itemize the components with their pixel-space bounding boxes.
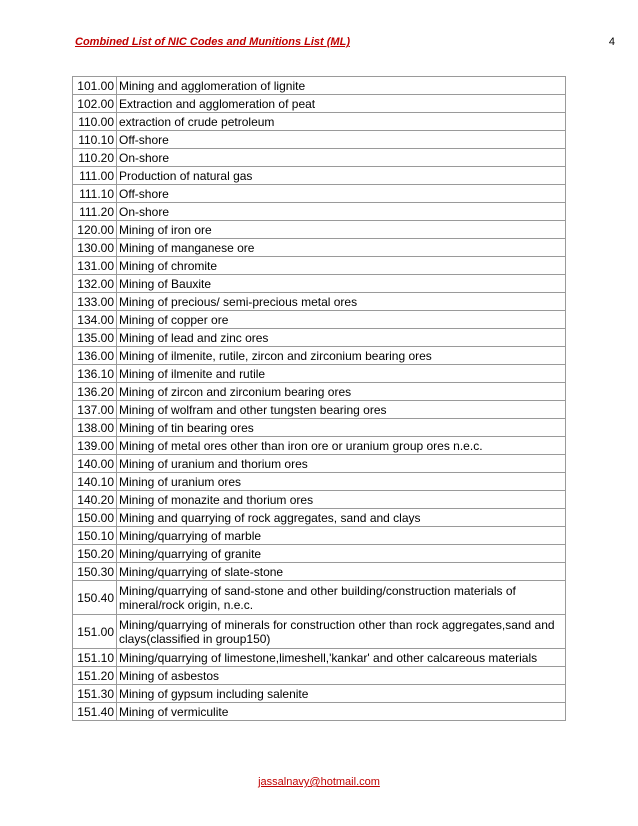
table-row: [73, 527, 566, 545]
table-row: [73, 563, 566, 581]
description-cell: Mining of metal ores other than iron ore or uranium group ores n.e.c.: [117, 437, 566, 455]
footer-email-link[interactable]: jassalnavy@hotmail.com: [258, 776, 380, 788]
description-cell: Mining of iron ore: [117, 221, 566, 239]
description-cell: Off-shore: [117, 131, 566, 149]
table-row: [73, 329, 566, 347]
nic-code-cell: 133.00: [73, 293, 117, 311]
nic-code-cell: 110.10: [73, 131, 117, 149]
table-row: [73, 257, 566, 275]
table-row: [73, 437, 566, 455]
description-cell: On-shore: [117, 203, 566, 221]
nic-code-cell: 110.00: [73, 113, 117, 131]
nic-code-cell: 151.30: [73, 685, 117, 703]
description-cell: Mining/quarrying of granite: [117, 545, 566, 563]
table-row: [73, 167, 566, 185]
nic-code-cell: 136.00: [73, 347, 117, 365]
nic-code-table-container: [72, 76, 566, 721]
nic-code-cell: 134.00: [73, 311, 117, 329]
table-row: [73, 203, 566, 221]
table-row: [73, 113, 566, 131]
nic-code-cell: 150.00: [73, 509, 117, 527]
table-row: [73, 311, 566, 329]
description-cell: On-shore: [117, 149, 566, 167]
description-cell: Mining/quarrying of marble: [117, 527, 566, 545]
table-row: [73, 419, 566, 437]
description-cell: Extraction and agglomeration of peat: [117, 95, 566, 113]
nic-code-cell: 136.20: [73, 383, 117, 401]
table-row: [73, 239, 566, 257]
nic-code-cell: 130.00: [73, 239, 117, 257]
page-number: 4: [608, 36, 615, 48]
table-row: [73, 491, 566, 509]
description-cell: Mining and agglomeration of lignite: [117, 77, 566, 95]
description-cell: Mining/quarrying of sand-stone and other building/construction materials of mineral/rock origin, n.e.c.: [117, 581, 566, 615]
nic-code-cell: 111.00: [73, 167, 117, 185]
nic-code-cell: 150.20: [73, 545, 117, 563]
table-row: [73, 509, 566, 527]
description-cell: Mining/quarrying of slate-stone: [117, 563, 566, 581]
nic-code-cell: 111.20: [73, 203, 117, 221]
description-cell: Mining of uranium ores: [117, 473, 566, 491]
table-row: [73, 455, 566, 473]
table-row: [73, 703, 566, 721]
table-row: [73, 95, 566, 113]
page-header: [75, 36, 615, 52]
table-row: [73, 293, 566, 311]
table-row: [73, 383, 566, 401]
table-row: [73, 649, 566, 667]
table-row: [73, 473, 566, 491]
description-cell: Mining of chromite: [117, 257, 566, 275]
table-row: [73, 275, 566, 293]
nic-code-cell: 111.10: [73, 185, 117, 203]
nic-code-cell: 150.40: [73, 581, 117, 615]
table-row: [73, 581, 566, 615]
nic-code-cell: 138.00: [73, 419, 117, 437]
nic-code-cell: 151.10: [73, 649, 117, 667]
description-cell: Mining/quarrying of minerals for construction other than rock aggregates,sand and clays(classified in group150): [117, 615, 566, 649]
document-title: Combined List of NIC Codes and Munitions List (ML): [75, 36, 350, 48]
nic-code-cell: 101.00: [73, 77, 117, 95]
nic-code-cell: 120.00: [73, 221, 117, 239]
description-cell: Mining of vermiculite: [117, 703, 566, 721]
nic-code-cell: 110.20: [73, 149, 117, 167]
nic-code-cell: 150.30: [73, 563, 117, 581]
description-cell: extraction of crude petroleum: [117, 113, 566, 131]
table-body: [73, 77, 566, 721]
nic-code-cell: 102.00: [73, 95, 117, 113]
table-row: [73, 131, 566, 149]
nic-code-table: [72, 76, 566, 721]
nic-code-cell: 150.10: [73, 527, 117, 545]
description-cell: Mining of ilmenite and rutile: [117, 365, 566, 383]
description-cell: Mining of manganese ore: [117, 239, 566, 257]
nic-code-cell: 151.00: [73, 615, 117, 649]
nic-code-cell: 140.00: [73, 455, 117, 473]
description-cell: Mining of precious/ semi-precious metal ores: [117, 293, 566, 311]
description-cell: Mining/quarrying of limestone,limeshell,'kankar' and other calcareous materials: [117, 649, 566, 667]
description-cell: Production of natural gas: [117, 167, 566, 185]
description-cell: Mining of uranium and thorium ores: [117, 455, 566, 473]
nic-code-cell: 139.00: [73, 437, 117, 455]
description-cell: Mining and quarrying of rock aggregates, sand and clays: [117, 509, 566, 527]
description-cell: Mining of monazite and thorium ores: [117, 491, 566, 509]
table-row: [73, 221, 566, 239]
table-row: [73, 545, 566, 563]
table-row: [73, 667, 566, 685]
description-cell: Mining of copper ore: [117, 311, 566, 329]
nic-code-cell: 131.00: [73, 257, 117, 275]
table-row: [73, 401, 566, 419]
nic-code-cell: 140.10: [73, 473, 117, 491]
nic-code-cell: 136.10: [73, 365, 117, 383]
table-row: [73, 615, 566, 649]
description-cell: Mining of wolfram and other tungsten bearing ores: [117, 401, 566, 419]
table-row: [73, 185, 566, 203]
table-row: [73, 77, 566, 95]
table-row: [73, 149, 566, 167]
description-cell: Mining of zircon and zirconium bearing ores: [117, 383, 566, 401]
description-cell: Off-shore: [117, 185, 566, 203]
nic-code-cell: 151.40: [73, 703, 117, 721]
nic-code-cell: 135.00: [73, 329, 117, 347]
description-cell: Mining of Bauxite: [117, 275, 566, 293]
description-cell: Mining of lead and zinc ores: [117, 329, 566, 347]
description-cell: Mining of gypsum including salenite: [117, 685, 566, 703]
table-row: [73, 347, 566, 365]
description-cell: Mining of tin bearing ores: [117, 419, 566, 437]
table-row: [73, 365, 566, 383]
description-cell: Mining of asbestos: [117, 667, 566, 685]
nic-code-cell: 137.00: [73, 401, 117, 419]
description-cell: Mining of ilmenite, rutile, zircon and zirconium bearing ores: [117, 347, 566, 365]
table-row: [73, 685, 566, 703]
nic-code-cell: 151.20: [73, 667, 117, 685]
nic-code-cell: 140.20: [73, 491, 117, 509]
nic-code-cell: 132.00: [73, 275, 117, 293]
